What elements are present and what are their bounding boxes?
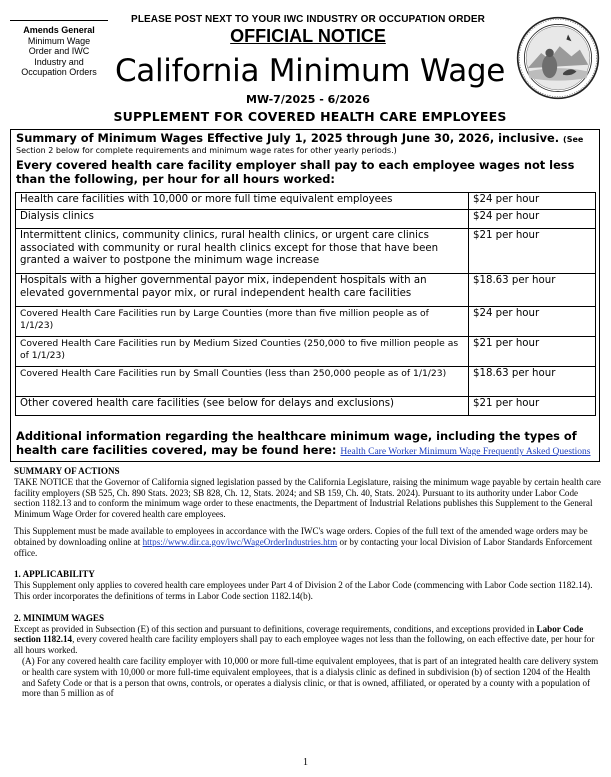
minimum-wages-text: Except as provided in Subsection (E) of this section and pursuant to definitions, coverage requirements, conditions, and exceptions provided in (14, 623, 535, 634)
notice-body (14, 466, 604, 699)
wage-table (15, 192, 596, 416)
table-row (16, 307, 596, 337)
row-rate: $24 per hour (469, 307, 596, 337)
official-notice-heading: OFFICIAL NOTICE (230, 26, 386, 46)
post-notice-text: PLEASE POST NEXT TO YOUR IWC INDUSTRY OR OCCUPATION ORDER (131, 14, 485, 25)
summary-title-text: Summary of Minimum Wages Effective July 1, 2025 through June 30, 2026, inclusive. (16, 131, 560, 145)
applicability-heading: 1. APPLICABILITY (14, 569, 95, 580)
summary-subnote: Section 2 below for complete requirements and minimum wage rates for other yearly periods.) (16, 146, 397, 155)
row-rate: $18.63 per hour (469, 274, 596, 307)
additional-info-text: Additional information regarding the healthcare minimum wage, including the types of health care facilities covered, may be found here: (16, 429, 577, 457)
labor-code-reference: Labor Code section 1182.14 (14, 623, 584, 645)
availability-text: This Supplement must be made available to employees in accordance with the IWC's wage orders. Copies of the full text of the amended wage orders may be obtained by downloading online at (14, 525, 588, 547)
faq-link[interactable]: Health Care Worker Minimum Wage Frequently Asked Questions (340, 447, 591, 457)
page-number: 1 (303, 757, 308, 768)
row-rate: $24 per hour (469, 193, 596, 210)
wage-orders-link[interactable]: https://www.dir.ca.gov/iwc/WageOrderIndustries.htm (142, 536, 338, 547)
minimum-wages-text-end: , every covered health care facility employers shall pay to each employee wages not less than the following, on each effective date, per hour for all hours worked. (14, 634, 595, 656)
notice-header (0, 0, 611, 128)
summary-lead: Every covered health care facility employer shall pay to each employee wages not less than the following, per hour for all hours worked: (16, 158, 575, 186)
row-description: Covered Health Care Facilities run by Small Counties (less than 250,000 people as of 1/1/23) (16, 367, 469, 397)
row-description: Covered Health Care Facilities run by Medium Sized Counties (250,000 to five million people as of 1/1/23) (16, 337, 469, 367)
table-row (16, 193, 596, 210)
row-description: Health care facilities with 10,000 or more full time equivalent employees (16, 193, 469, 210)
subsection-a: (A) For any covered health care facility employer with 10,000 or more full-time equivalent employees, that is part of an integrated health care delivery system or health care system with 10,000 or more full-time equivalent employees, that is a dialysis clinic as defined in subdivision (b) of section 1204 of the Health and Safety Code or that is a person that owns, controls, or operates a dialysis clinic, or that is owned, affiliated, or operated by a county with a population of more than 5 million as of (22, 655, 599, 699)
availability-paragraph (14, 526, 604, 558)
summary-see-note: (See (563, 135, 584, 144)
row-rate: $21 per hour (469, 229, 596, 274)
amends-line: Industry and (34, 56, 84, 67)
row-description: Intermittent clinics, community clinics, rural health clinics, or urgent care clinics associated with community or rural health clinics except for those that have been granted a waiver to postpone the minimum wage increase (16, 229, 469, 274)
amends-line: Amends General (23, 25, 95, 35)
row-description: Covered Health Care Facilities run by Large Counties (more than five million people as of 1/1/23) (16, 307, 469, 337)
row-rate: $24 per hour (469, 210, 596, 229)
applicability-paragraph: This Supplement only applies to covered health care employees under Part 4 of Division 2 of the Labor Code (commencing with Labor Code section 1182.14). This order incorporates the definitions of terms in Labor Code section 1182.14(b). (14, 580, 593, 601)
summary-header (11, 130, 599, 188)
table-row (16, 367, 596, 397)
order-code: MW-7/2025 - 6/2026 (246, 93, 370, 106)
amends-line: Order and IWC (28, 46, 90, 56)
summary-box (10, 129, 600, 462)
row-rate: $18.63 per hour (469, 367, 596, 397)
row-rate: $21 per hour (469, 337, 596, 367)
table-row (16, 210, 596, 229)
amends-line: Minimum Wage (27, 35, 91, 46)
minimum-wages-paragraph (14, 624, 604, 656)
california-state-seal-icon (516, 16, 600, 100)
row-description: Hospitals with a higher governmental payor mix, independent hospitals with an elevated governmental payor mix, or rural independent health care facilities (16, 274, 469, 307)
row-description: Other covered health care facilities (see below for delays and exclusions) (16, 397, 469, 416)
table-row (16, 397, 596, 416)
amends-line: Occupation Orders (21, 67, 97, 77)
additional-info (16, 429, 596, 459)
summary-of-actions-paragraph: TAKE NOTICE that the Governor of California signed legislation passed by the California Legislature, raising the minimum wage payable by certain health care facility employers (SB 525, Ch. 890 Stats. 2023; SB 828, Ch. 12, Stats. 2024; and SB 159, Ch. 40, Stats. 2024). Pursuant to its authority under Labor Code section 1182.13 and to conform the minimum wage order to these enactments, the Department of Industrial Relations publishes this Supplement to the General Minimum Wage Order for covered health care employees. (14, 476, 601, 520)
minimum-wages-heading: 2. MINIMUM WAGES (14, 612, 105, 623)
row-description: Dialysis clinics (16, 210, 469, 229)
summary-of-actions-heading: SUMMARY OF ACTIONS (14, 466, 120, 476)
amends-box (10, 20, 108, 78)
page-title: California Minimum Wage (114, 53, 506, 89)
availability-text-end: or by contacting your local Division of Labor Standards Enforcement office. (14, 536, 593, 558)
summary-title (16, 132, 595, 146)
supplement-heading: SUPPLEMENT FOR COVERED HEALTH CARE EMPLOYEES (113, 109, 507, 124)
table-row (16, 229, 596, 274)
table-row (16, 337, 596, 367)
row-rate: $21 per hour (469, 397, 596, 416)
table-row (16, 274, 596, 307)
